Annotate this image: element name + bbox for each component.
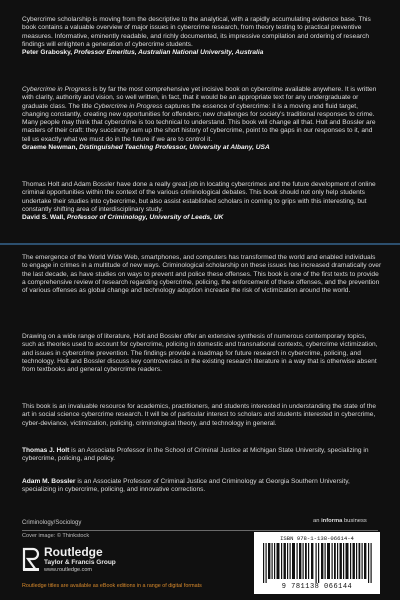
informa-name: informa — [321, 518, 343, 524]
review-text — [22, 86, 382, 144]
review-text-part: is by far the most comprehensive yet incisive book on cybercrime available anywhere. It is written with clarity, authority and vision, so well written, in fact, that it would be an appropriate text for any undergraduate or graduate class. The title — [22, 86, 377, 110]
author-name: Thomas J. Holt — [22, 447, 70, 454]
publisher-logo — [22, 546, 162, 576]
description-text: This book is an invaluable resource for academics, practitioners, and students interested in understanding the state of the art in social science cybercrime research. It will be of particular interest to scholars and students interested in cybercrime, cyber-deviance, victimization, policing, criminological theory, and technology in general. — [22, 403, 377, 427]
description-paragraph-1 — [22, 254, 382, 295]
publisher-group: Taylor & Francis Group — [44, 559, 116, 566]
review-wall — [22, 181, 382, 222]
subject-category: Criminology/Sociology — [22, 520, 82, 526]
section-divider — [0, 243, 400, 245]
reviewer-attribution — [22, 144, 382, 152]
review-grabosky — [22, 16, 382, 57]
review-text: Thomas Holt and Adam Bossler have done a really great job in locating cybercrimes and the future development of online criminal opportunities within the context of the various criminological debates. This book should not only help students undertake their studies into cybercrime, but also assist established scholars in coming to grips with this interesting, but constantly shifting area of interdisciplinary study. — [22, 181, 376, 213]
cover-credit: Cover image: © Thinkstock — [22, 533, 90, 539]
author-bio-holt — [22, 447, 382, 464]
reviewer-attribution — [22, 214, 382, 222]
author-bio-text: is an Associate Professor in the School of Criminal Justice at Michigan State University, specializing in cybercrime, policing, and policy. — [22, 447, 369, 463]
barcode — [254, 532, 380, 594]
informa-suffix: business — [342, 518, 367, 524]
review-text: Cybercrime scholarship is moving from the descriptive to the analytical, with a rapidly accumulating evidence base. This book contains a valuable overview of major issues in cybercrime research, from theory testing to practical preventive measures. Informative, eminently readable, and richly documented, its impressive compilation and ordering of research findings will enlighten a generation of cybercrime students. — [22, 16, 371, 48]
author-bio-text: is an Associate Professor of Criminal Justice and Criminology at Georgia Southern University, specializing in cybercrime, policing, and innovative corrections. — [22, 478, 350, 494]
book-title: Cybercrime in Progress — [93, 102, 163, 110]
reviewer-role: Distinguished Teaching Professor, University at Albany, USA — [79, 144, 270, 152]
review-newman — [22, 86, 382, 152]
description-text: The emergence of the World Wide Web, smartphones, and computers has transformed the world and enabled individuals to engage in crimes in a multitude of new ways. Criminological scholarship on these issues has increased dramatically over the last decade, as have studies on ways to prevent and police these offenses. This book is one of the first texts to provide a comprehensive review of research regarding cybercrime, policing, the enforcement of these offenses, and the prevention of various offenses as global change and technology adoption increase the risk of victimization around the world. — [22, 254, 382, 295]
reviewer-name: Peter Grabosky, — [22, 49, 74, 57]
description-text: Drawing on a wide range of literature, Holt and Bossler offer an extensive synthesis of numerous contemporary topics, such as theories used to account for cybercrime, policing in domestic and transnational contexts, cybercrime victimization, and issues in cybercrime prevention. The findings provide a roadmap for future research in cybercrime, policing, and technology. Holt and Bossler discuss key controversies in the existing research literature in a way that is otherwise absent from textbooks and general cybercrime readers. — [22, 333, 378, 374]
reviewer-attribution — [22, 49, 382, 57]
routledge-logo-icon — [22, 546, 40, 572]
book-title: Cybercrime in Progress — [22, 86, 91, 93]
publisher-url: www.routledge.com — [44, 567, 92, 573]
barcode-digits: 9 781138 066144 — [281, 583, 353, 591]
author-name: Adam M. Bossler — [22, 478, 76, 485]
footer-rule — [22, 530, 378, 531]
informa-prefix: an — [313, 518, 322, 524]
description-paragraph-3 — [22, 403, 382, 428]
reviewer-name: Graeme Newman, — [22, 144, 80, 152]
ebook-note: Routledge titles are available as eBook editions in a range of digital formats — [22, 583, 202, 589]
isbn-label: ISBN 978-1-138-06614-4 — [280, 535, 354, 542]
reviewer-role: Professor of Criminology, University of Leeds, UK — [66, 214, 224, 222]
reviewer-role: Professor Emeritus, Australian National University, Australia — [73, 49, 264, 57]
description-paragraph-2 — [22, 333, 382, 374]
review-text-part: captures the essence of cybercrime: it is a moving and fluid target, changing constantly, creating new opportunities for offenders; new challenges for society's traditional responses to crime. Many people may think that cybercrime is too technical to understand. This book will change all that. Holt and Bossler are masters of their craft: they succinctly sum up the short history of cybercrime, point to the gaps in our responses to it, and tell us exactly what we must do in the future if we are to control it. — [22, 102, 376, 143]
reviewer-name: David S. Wall, — [22, 214, 67, 222]
publisher-name: Routledge — [44, 545, 103, 559]
author-bio-bossler — [22, 478, 382, 495]
barcode-icon — [259, 543, 375, 583]
informa-business-tag — [313, 518, 367, 524]
